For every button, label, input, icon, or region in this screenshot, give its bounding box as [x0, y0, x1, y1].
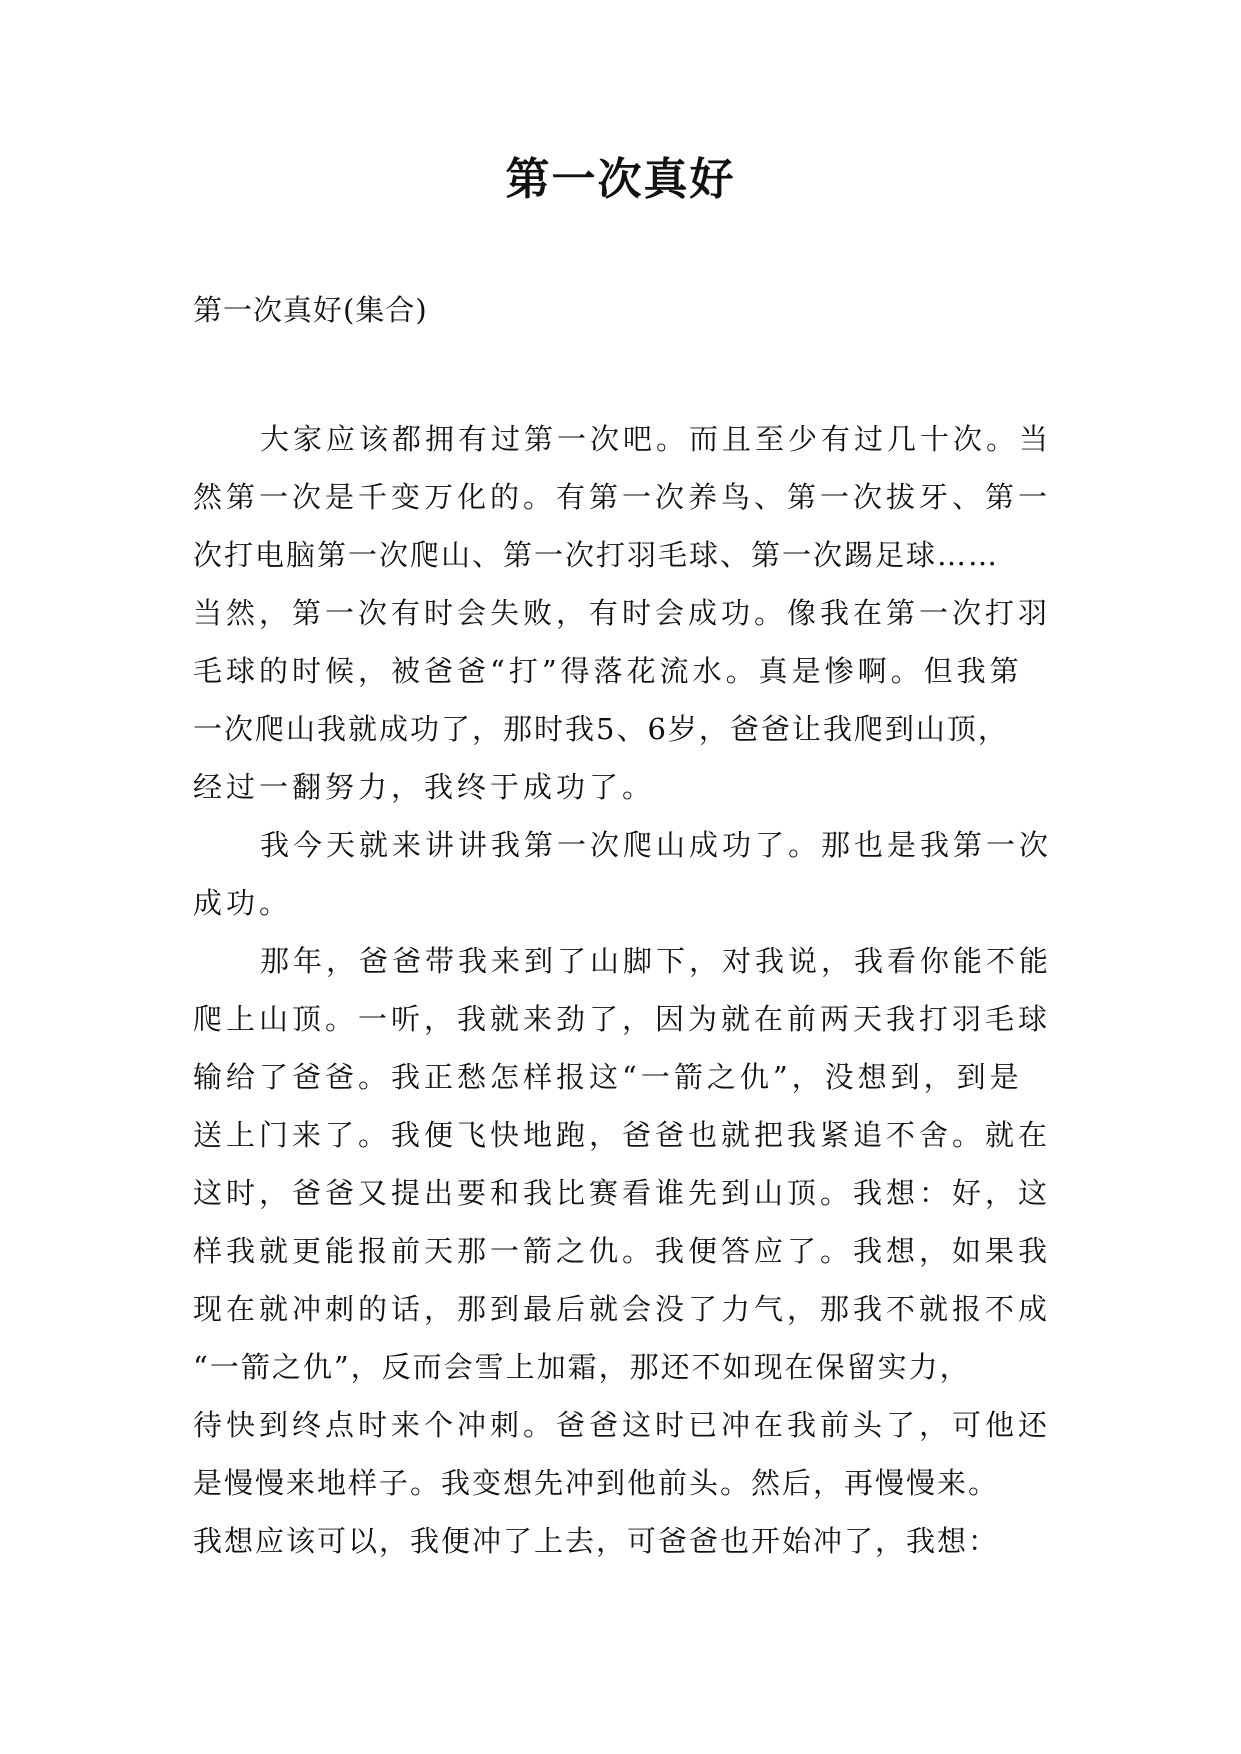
text-line: 那年，爸爸带我来到了山脚下，对我说，我看你能不能 — [260, 944, 1053, 978]
text-line: 大家应该都拥有过第一次吧。而且至少有过几十次。当 — [260, 422, 1053, 456]
document-subtitle: 第一次真好(集合) — [193, 293, 428, 327]
text-line: 待快到终点时来个冲刺。爸爸这时已冲在我前头了，可他还 — [193, 1408, 1052, 1442]
text-line: 经过一翻努力，我终于成功了。 — [193, 770, 656, 804]
text-line: 我想应该可以，我便冲了上去，可爸爸也开始冲了，我想： — [193, 1524, 1000, 1558]
text-line: 送上门来了。我便飞快地跑，爸爸也就把我紧追不舍。就在 — [193, 1118, 1052, 1152]
text-line: 当然，第一次有时会失败，有时会成功。像我在第一次打羽 — [193, 596, 1052, 630]
text-line: 这时，爸爸又提出要和我比赛看谁先到山顶。我想：好，这 — [193, 1176, 1052, 1210]
document-body — [193, 410, 1073, 1570]
text-line: 现在就冲刺的话，那到最后就会没了力气，那我不就报不成 — [193, 1292, 1052, 1326]
text-line: 次打电脑第一次爬山、第一次打羽毛球、第一次踢足球…… — [193, 538, 1000, 572]
text-line: 成功。 — [193, 886, 293, 920]
text-line: 我今天就来讲讲我第一次爬山成功了。那也是我第一次 — [260, 828, 1053, 862]
text-line: 是慢慢来地样子。我变想先冲到他前头。然后，再慢慢来。 — [193, 1466, 1000, 1500]
text-line: 爬上山顶。一听，我就来劲了，因为就在前两天我打羽毛球 — [193, 1002, 1052, 1036]
text-line: 一次爬山我就成功了，那时我5、6岁，爸爸让我爬到山顶， — [193, 712, 1009, 746]
text-line: 然第一次是千变万化的。有第一次养鸟、第一次拔牙、第一 — [193, 480, 1052, 514]
text-line: “一箭之仇”，反而会雪上加霜，那还不如现在保留实力， — [193, 1350, 971, 1384]
document-title: 第一次真好 — [505, 154, 736, 205]
text-line: 毛球的时候，被爸爸“打”得落花流水。真是惨啊。但我第 — [193, 654, 1023, 688]
text-line: 样我就更能报前天那一箭之仇。我便答应了。我想，如果我 — [193, 1234, 1052, 1268]
text-line: 输给了爸爸。我正愁怎样报这“一箭之仇”，没想到，到是 — [193, 1060, 1023, 1094]
